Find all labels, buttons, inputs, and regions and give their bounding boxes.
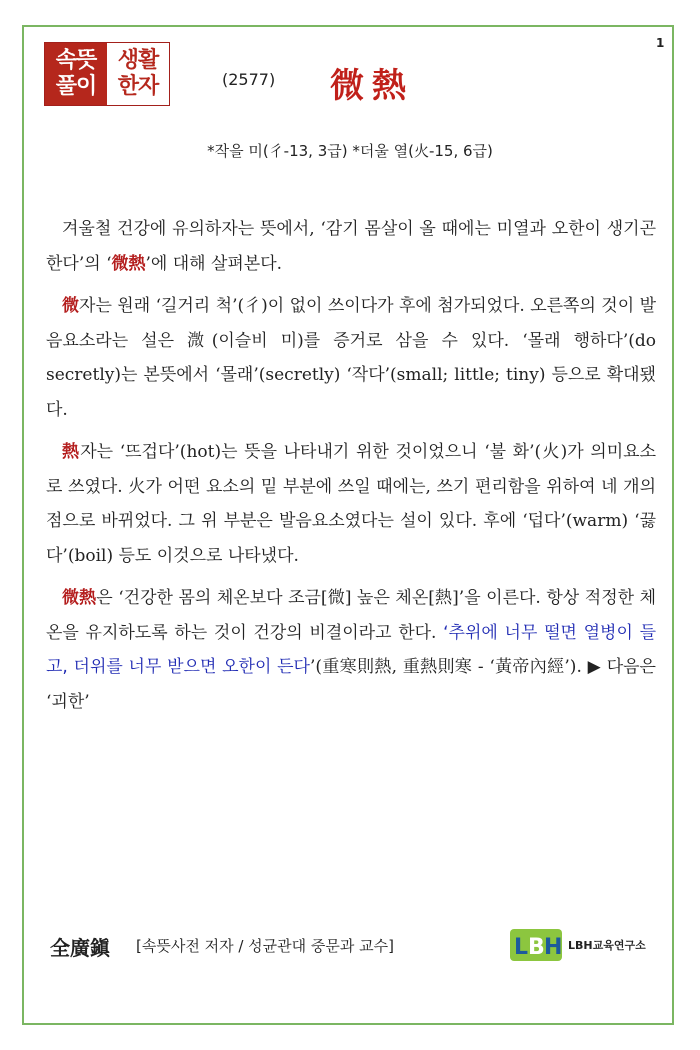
lbh-mark-icon	[508, 923, 564, 967]
character-meaning-line: *작을 미(彳-13, 3급) *더울 열(火-15, 6급)	[207, 142, 493, 160]
article-body	[46, 212, 656, 727]
logo-right-block	[107, 43, 169, 105]
column-logo	[44, 42, 170, 106]
lbh-logo	[508, 922, 658, 968]
author-description: [속뜻사전 저자 / 성균관대 중문과 교수]	[136, 937, 394, 955]
article-title: 微熱	[330, 66, 414, 106]
svg-text:B: B	[528, 935, 545, 960]
highlight-term: 微	[62, 296, 80, 316]
svg-text:L: L	[514, 935, 529, 960]
highlight-term: 微熱	[111, 253, 146, 274]
paragraph-conclusion: 微熱은 ‘건강한 몸의 체온보다 조금[微] 높은 체온[熱]’을 이른다. 항상 적정한 체온을 유지하도록 하는 것이 건강의 비결이라고 한다. ‘추위에 너무 떨면 열병이 들고, 더위를 너무 받으면 오한이 든다’(重寒則熱, 重熱則寒 - ‘黃帝內經’). ▶ 다음은 ‘괴한’	[46, 588, 656, 712]
quote-highlight: ‘추위에 너무 떨면 열병이 들고, 더위를 너무 받으면 오한이 든다	[46, 622, 656, 677]
lbh-org-name: LBH교육연구소	[568, 939, 646, 952]
article-number: (2577)	[222, 70, 276, 89]
logo-text-hanja: 한자	[117, 74, 159, 99]
author-name: 全廣鎭	[50, 936, 110, 960]
logo-left-block	[45, 43, 107, 105]
highlight-term: 熱	[62, 442, 81, 462]
paragraph-character-yeol: 熱자는 ‘뜨겁다’(hot)는 뜻을 나타내기 위한 것이었으니 ‘불 화’(火)가 의미요소로 쓰였다. 火가 어떤 요소의 밑 부분에 쓰일 때에는, 쓰기 편리함을 위하여 네 개의 점으로 바뀌었다. 그 위 부분은 발음요소였다는 설이 있다. 후에 ‘덥다’(warm) ‘끓다’(boil) 등도 이것으로 나타냈다.	[46, 442, 656, 566]
highlight-term: 微熱	[62, 588, 97, 608]
page-number: 1	[656, 36, 665, 50]
paragraph-intro: 겨울철 건강에 유의하자는 뜻에서, ‘감기 몸살이 올 때에는 미열과 오한이 생기곤 한다’의 ‘微熱’에 대해 살펴본다.	[46, 219, 656, 274]
svg-text:H: H	[544, 935, 563, 960]
logo-text-puri: 풀이	[55, 74, 97, 99]
logo-text-sokttut: 속뜻	[55, 48, 97, 73]
paragraph-character-mi: 微자는 원래 ‘길거리 척’(彳)이 없이 쓰이다가 후에 첨가되었다. 오른쪽의 것이 발음요소라는 설은 溦(이슬비 미)를 증거로 삼을 수 있다. ‘몰래 행하다’(do secretly)는 본뜻에서 ‘몰래’(secretly) ‘작다’(small; little; tiny) 등으로 확대됐다.	[46, 296, 656, 420]
logo-text-saenghwal: 생활	[117, 48, 159, 73]
